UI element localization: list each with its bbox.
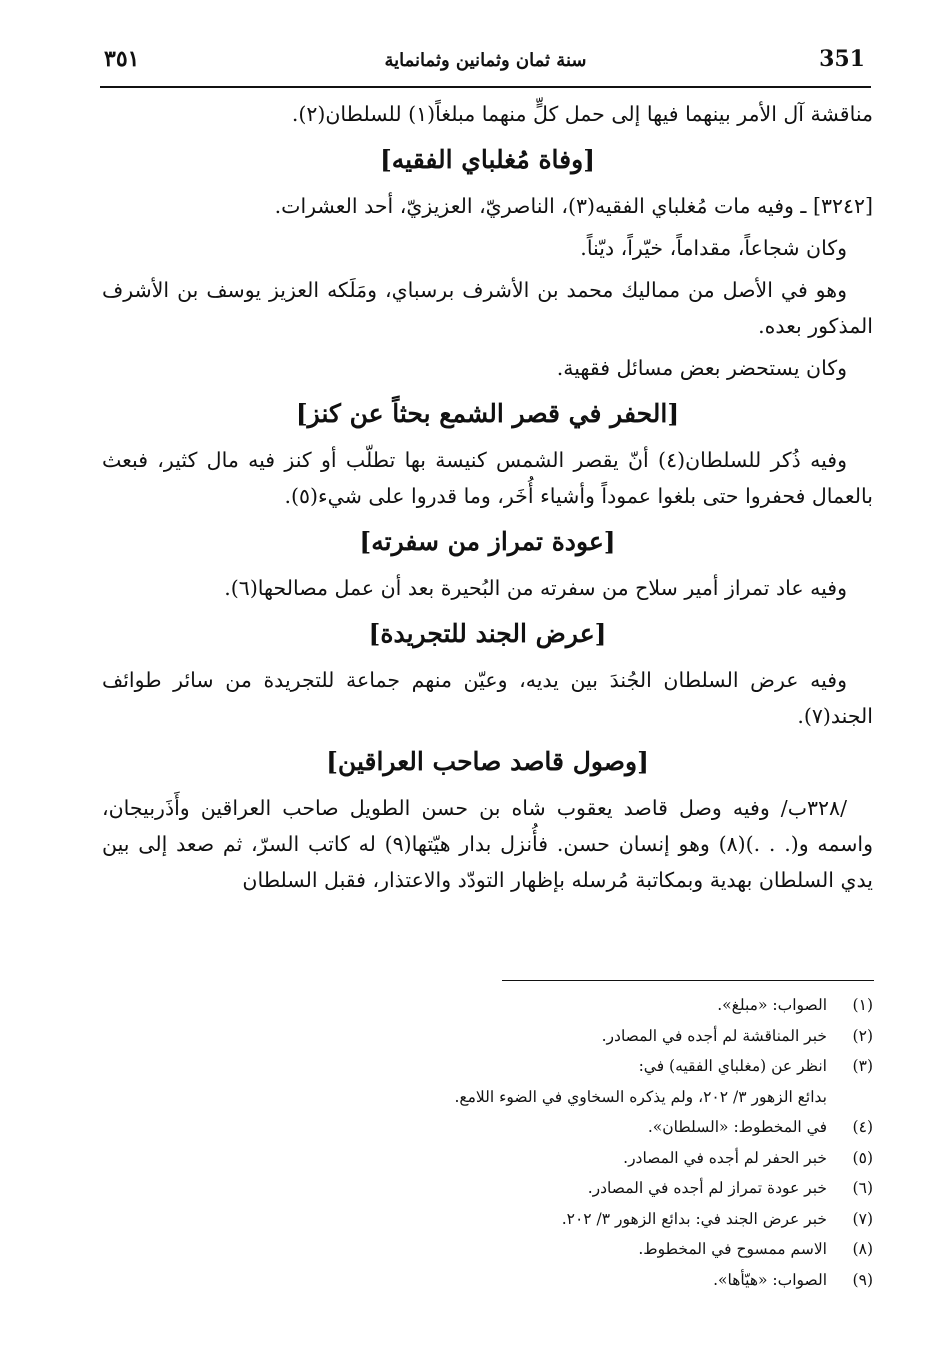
footnote-text: خبر عودة تمراز لم أجده في المصادر. [587,1179,827,1197]
footnote-text: انظر عن (مغلباي الفقيه) في: [638,1057,827,1075]
footnote-text: في المخطوط: «السلطان». [647,1118,827,1136]
page-number-arabic: ٣٥١ [104,46,140,72]
footnote-number: (٨) [852,1240,873,1258]
section-heading: [عرض الجند للتجريدة] [368,619,607,648]
footnote-number: (٧) [852,1209,873,1228]
footnote [102,990,873,1021]
footnote-text: الاسم ممسوح في المخطوط. [638,1240,827,1258]
section-heading: [عودة تمراز من سفرته] [359,527,616,556]
paragraph: وفيه ذُكر للسلطان(٤) أنّ يقصر الشمس كنيسة بها تطلّب أو كنز فيه مال كثير، فبعث بالعمال فحفروا حتى بلغوا عموداً وأشياء أُخَر، وما قدروا على شيء(٥). [102,448,873,508]
footnote [102,1234,873,1265]
section-heading: [الحفر في قصر الشمع بحثاً عن كنز] [295,399,680,428]
main-text [102,96,873,904]
running-title: سنة ثمان وثمانين وثمانماية [384,50,587,71]
footnote-separator [502,980,874,981]
footnote [102,1051,873,1112]
paragraph: وكان يستحضر بعض مسائل فقهية. [556,356,847,380]
paragraph: /٣٢٨ب/ وفيه وصل قاصد يعقوب شاه بن حسن الطويل صاحب العراقين وأَذَربيجان، واسمه و(. . .)(٨) وهو إنسان حسن. فأُنزل بدار هيّتها(٩) له كاتب السرّ، ثم صعد إلى بين يدي السلطان بهدية وبمكاتبة مُرسله بإظهار التودّد والاعتذار، فقبل السلطان [102,796,874,892]
page-header [100,40,871,88]
paragraph: وهو في الأصل من مماليك محمد بن الأشرف برسباي، ومَلَكه العزيز يوسف بن الأشرف المذكور بعده. [102,278,873,338]
footnote-text: الصواب: «مبلغ». [717,996,827,1014]
paragraph: وكان شجاعاً، مقداماً، خيّراً، ديّناً. [580,236,847,260]
footnote [102,1112,873,1143]
footnote-number: (١) [852,996,873,1014]
paragraph: وفيه عرض السلطان الجُندَ بين يديه، وعيّن منهم جماعة للتجريدة من سائر طوائف الجند(٧). [102,668,873,728]
footnote-number: (٣) [852,1057,873,1075]
paragraph: وفيه عاد تمراز أمير سلاح من سفرته من البُحيرة بعد أن عمل مصالحها(٦). [224,576,847,600]
footnote [102,1143,873,1174]
footnote-number: (٩) [852,1270,873,1289]
footnote-text: خبر عرض الجند في: بدائع الزهور ٣/ ٢٠٢. [561,1209,827,1228]
section-heading: [وفاة مُغلباي الفقيه] [379,145,596,174]
page-number-latin: 351 [819,46,865,72]
intro-paragraph: مناقشة آل الأمر بينهما فيها إلى حمل كلٍّ منهما مبلغاً(١) للسلطان(٢). [291,102,873,126]
footnote [102,1173,873,1204]
footnote [102,1265,873,1296]
footnote-number: (٥) [852,1148,873,1167]
footnote [102,1204,873,1235]
footnote-text: خبر الحفر لم أجده في المصادر. [623,1148,827,1167]
footnote-number: (٦) [852,1179,873,1197]
footnotes [102,990,873,1295]
footnote [102,1021,873,1052]
footnote-number: (٢) [852,1026,873,1045]
section-heading: [وصول قاصد صاحب العراقين] [326,747,649,776]
footnote-number: (٤) [852,1118,873,1136]
footnote-text: خبر المناقشة لم أجده في المصادر. [601,1026,827,1045]
footnote-continuation: بدائع الزهور ٣/ ٢٠٢، ولم يذكره السخاوي في الضوء اللامع. [454,1087,827,1106]
paragraph: [٣٢٤٢] ـ وفيه مات مُغلباي الفقيه(٣)، الناصريّ، العزيزيّ، أحد العشرات. [274,194,873,218]
footnote-text: الصواب: «هيّأها». [713,1270,827,1289]
